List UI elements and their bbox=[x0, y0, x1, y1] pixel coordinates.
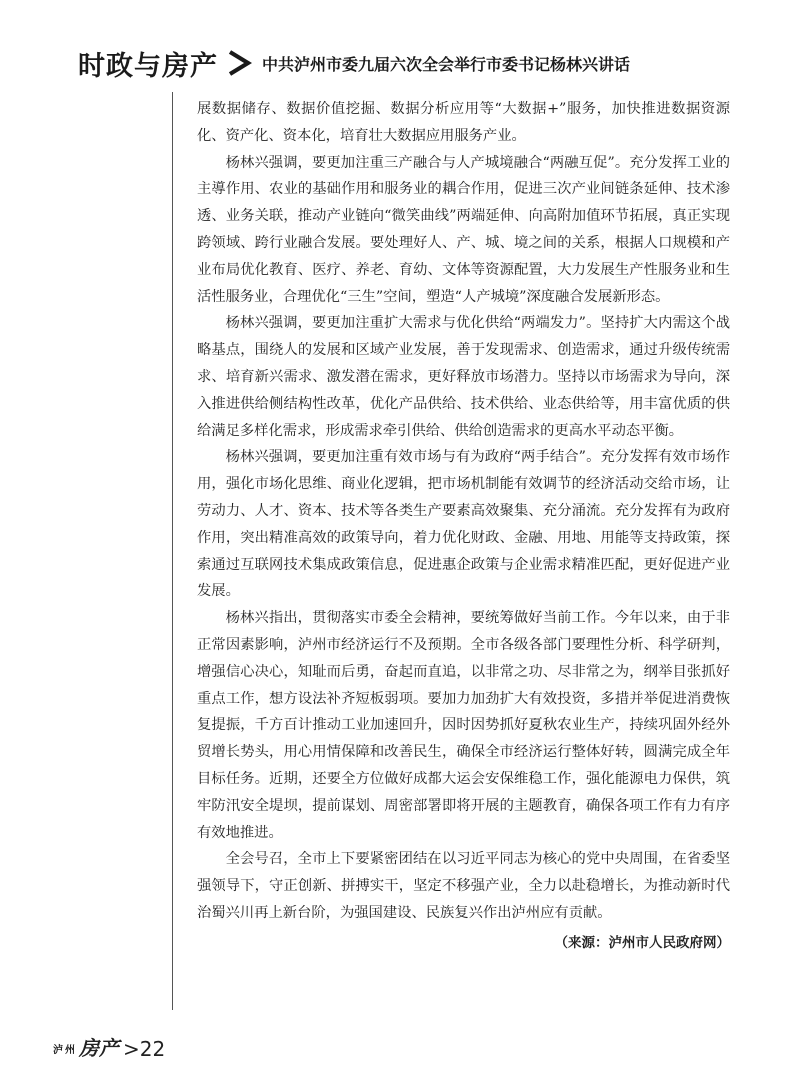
paragraph: 杨林兴强调，要更加注重扩大需求与优化供给“两端发力”。坚持扩大内需这个战略基点，围绕人的发展和区域产业发展，善于发现需求、创造需求，通过升级传统需求、培育新兴需求、激发潜在需求，更好释放市场潜力。坚持以市场需求为导向，深入推进供给侧结构性改革，优化产品供给、技术供给、业态供给等，用丰富优质的供给满足多样化需求，形成需求牵引供给、供给创造需求的更高水平动态平衡。 bbox=[197, 315, 730, 439]
vertical-divider bbox=[172, 92, 173, 1010]
article-subtitle: 中共泸州市委九届六次全会举行市委书记杨林兴讲话 bbox=[262, 54, 631, 74]
page-footer bbox=[53, 1031, 165, 1061]
magazine-logo-small: 泸州 bbox=[53, 1045, 77, 1056]
source-citation: （来源：泸州市人民政府网） bbox=[554, 934, 730, 951]
article-body bbox=[197, 96, 730, 951]
page-header bbox=[78, 43, 630, 83]
paragraph: 杨林兴强调，要更加注重有效市场与有为政府“两手结合”。充分发挥有效市场作用，强化市场化思维、商业化逻辑，把市场机制能有效调节的经济活动交给市场，让劳动力、人才、资本、技术等各类生产要素高效聚集、充分涌流。充分发挥有为政府作用，突出精准高效的政策导向，着力优化财政、金融、用地、用能等支持政策，探索通过互联网技术集成政策信息，促进惠企政策与企业需求精准匹配，更好促进产业发展。 bbox=[197, 449, 730, 600]
chevron-right-icon bbox=[226, 49, 252, 77]
magazine-logo: 房产 bbox=[79, 1036, 119, 1060]
paragraph: 杨林兴指出，贯彻落实市委全会精神，要统筹做好当前工作。今年以来，由于非正常因素影响，泸州市经济运行不及预期。全市各级各部门要理性分析、科学研判，增强信心决心，知耻而后勇，奋起而直追，以非常之功、尽非常之为，纲举目张抓好重点工作，想方设法补齐短板弱项。要加力加劲扩大有效投资，多措并举促进消费恢复提振，千方百计推动工业加速回升，因时因势抓好夏秋农业生产，持续巩固外经外贸增长势头，用心用情保障和改善民生，确保全市经济运行整体好转，圆满完成全年目标任务。近期，还要全方位做好成都大运会安保维稳工作，强化能源电力保供，筑牢防汛安全堤坝，提前谋划、周密部署即将开展的主题教育，确保各项工作有力有序有效地推进。 bbox=[197, 610, 730, 841]
paragraph: 全会号召，全市上下要紧密团结在以习近平同志为核心的党中央周围，在省委坚强领导下，守正创新、拼搏实干，坚定不移强产业，全力以赴稳增长，为推动新时代治蜀兴川再上新台阶，为强国建设、民族复兴作出泸州应有贡献。 bbox=[197, 851, 730, 921]
paragraph: 展数据储存、数据价值挖掘、数据分析应用等“大数据+”服务，加快推进数据资源化、资产化、资本化，培育壮大数据应用服务产业。 bbox=[197, 101, 730, 144]
paragraph: 杨林兴强调，要更加注重三产融合与人产城境融合“两融互促”。充分发挥工业的主導作用、农业的基础作用和服务业的耦合作用，促进三次产业间链条延伸、技术渗透、业务关联，推动产业链向“微笑曲线”两端延伸、向高附加值环节拓展，真正实现跨领域、跨行业融合发展。要处理好人、产、城、境之间的关系，根据人口规模和产业布局优化教育、医疗、养老、育幼、文体等资源配置，大力发展生产性服务业和生活性服务业，合理优化“三生”空间，塑造“人产城境”深度融合发展新形态。 bbox=[197, 154, 730, 305]
section-title: 时政与房产 bbox=[78, 50, 218, 82]
page-number: >22 bbox=[123, 1037, 166, 1061]
